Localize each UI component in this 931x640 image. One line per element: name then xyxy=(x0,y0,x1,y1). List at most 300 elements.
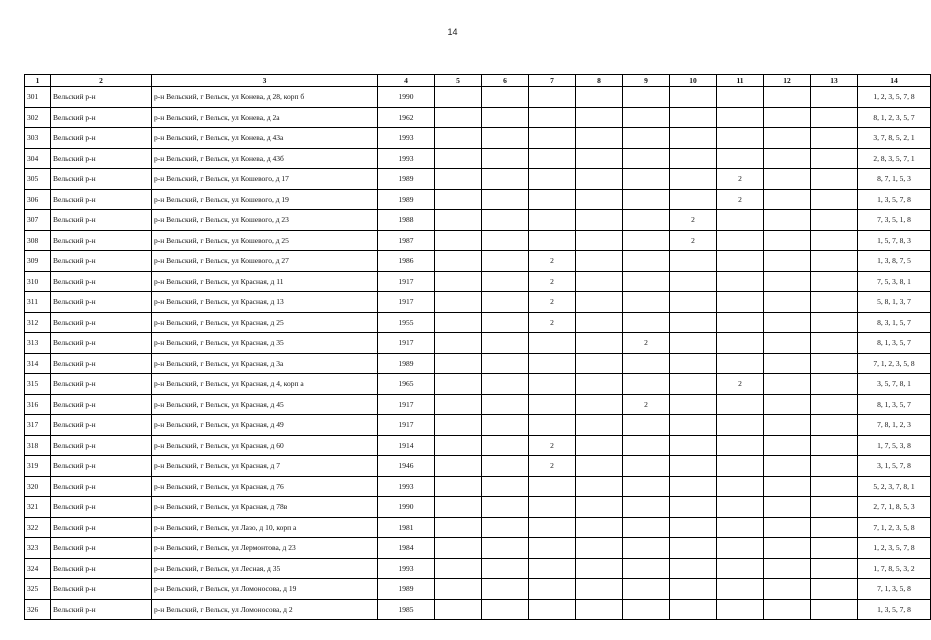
sequence-cell: 7, 5, 3, 8, 1 xyxy=(858,271,931,292)
column-5-cell xyxy=(435,333,482,354)
column-12-cell xyxy=(764,579,811,600)
column-header-4: 4 xyxy=(378,75,435,87)
address-cell: р-н Вельский, г Вельск, ул Конева, д 28, корп б xyxy=(152,87,378,108)
column-8-cell xyxy=(576,497,623,518)
column-9-cell xyxy=(623,271,670,292)
sequence-cell: 1, 3, 5, 7, 8 xyxy=(858,599,931,620)
column-13-cell xyxy=(811,374,858,395)
column-12-cell xyxy=(764,312,811,333)
sequence-cell: 1, 2, 3, 5, 7, 8 xyxy=(858,538,931,559)
row-number-cell: 309 xyxy=(25,251,51,272)
sequence-cell: 3, 7, 8, 5, 2, 1 xyxy=(858,128,931,149)
column-10-cell xyxy=(670,292,717,313)
address-cell: р-н Вельский, г Вельск, ул Лермонтова, д 23 xyxy=(152,538,378,559)
year-cell: 1993 xyxy=(378,128,435,149)
column-11-cell xyxy=(717,415,764,436)
table-row xyxy=(25,107,931,128)
row-number-cell: 308 xyxy=(25,230,51,251)
column-10-cell: 2 xyxy=(670,230,717,251)
column-5-cell xyxy=(435,415,482,436)
table-row xyxy=(25,538,931,559)
column-11-cell: 2 xyxy=(717,189,764,210)
table-row xyxy=(25,312,931,333)
column-9-cell xyxy=(623,230,670,251)
year-cell: 1988 xyxy=(378,210,435,231)
column-8-cell xyxy=(576,189,623,210)
column-11-cell xyxy=(717,599,764,620)
sequence-cell: 5, 8, 1, 3, 7 xyxy=(858,292,931,313)
year-cell: 1965 xyxy=(378,374,435,395)
row-number-cell: 311 xyxy=(25,292,51,313)
column-10-cell xyxy=(670,394,717,415)
column-8-cell xyxy=(576,292,623,313)
sequence-cell: 7, 1, 3, 5, 8 xyxy=(858,579,931,600)
column-11-cell xyxy=(717,312,764,333)
table-row xyxy=(25,456,931,477)
column-8-cell xyxy=(576,394,623,415)
column-13-cell xyxy=(811,415,858,436)
column-6-cell xyxy=(482,415,529,436)
column-5-cell xyxy=(435,599,482,620)
column-11-cell xyxy=(717,394,764,415)
page-number: 14 xyxy=(447,27,458,37)
column-10-cell xyxy=(670,312,717,333)
column-8-cell xyxy=(576,374,623,395)
column-5-cell xyxy=(435,456,482,477)
column-5-cell xyxy=(435,169,482,190)
table-row xyxy=(25,394,931,415)
column-13-cell xyxy=(811,230,858,251)
column-8-cell xyxy=(576,353,623,374)
column-9-cell xyxy=(623,415,670,436)
table-row xyxy=(25,517,931,538)
column-8-cell xyxy=(576,579,623,600)
district-cell: Вельский р-н xyxy=(51,292,152,313)
column-header-2: 2 xyxy=(51,75,152,87)
table-row xyxy=(25,292,931,313)
column-5-cell xyxy=(435,353,482,374)
district-cell: Вельский р-н xyxy=(51,599,152,620)
column-6-cell xyxy=(482,189,529,210)
column-5-cell xyxy=(435,128,482,149)
column-13-cell xyxy=(811,189,858,210)
column-7-cell xyxy=(529,169,576,190)
sequence-cell: 7, 8, 1, 2, 3 xyxy=(858,415,931,436)
column-12-cell xyxy=(764,251,811,272)
sequence-cell: 1, 7, 8, 5, 3, 2 xyxy=(858,558,931,579)
address-cell: р-н Вельский, г Вельск, ул Ломоносова, д 2 xyxy=(152,599,378,620)
column-12-cell xyxy=(764,599,811,620)
column-8-cell xyxy=(576,456,623,477)
column-11-cell xyxy=(717,292,764,313)
address-cell: р-н Вельский, г Вельск, ул Красная, д 49 xyxy=(152,415,378,436)
row-number-cell: 306 xyxy=(25,189,51,210)
column-7-cell xyxy=(529,148,576,169)
column-6-cell xyxy=(482,456,529,477)
column-9-cell xyxy=(623,517,670,538)
column-11-cell xyxy=(717,87,764,108)
district-cell: Вельский р-н xyxy=(51,148,152,169)
year-cell: 1985 xyxy=(378,599,435,620)
district-cell: Вельский р-н xyxy=(51,456,152,477)
column-8-cell xyxy=(576,271,623,292)
column-10-cell xyxy=(670,476,717,497)
district-cell: Вельский р-н xyxy=(51,87,152,108)
sequence-cell: 1, 5, 7, 8, 3 xyxy=(858,230,931,251)
column-7-cell xyxy=(529,87,576,108)
column-13-cell xyxy=(811,128,858,149)
table-row xyxy=(25,333,931,354)
column-7-cell xyxy=(529,497,576,518)
address-cell: р-н Вельский, г Вельск, ул Красная, д 35 xyxy=(152,333,378,354)
district-cell: Вельский р-н xyxy=(51,558,152,579)
year-cell: 1981 xyxy=(378,517,435,538)
column-5-cell xyxy=(435,230,482,251)
column-8-cell xyxy=(576,230,623,251)
column-9-cell xyxy=(623,558,670,579)
column-5-cell xyxy=(435,538,482,559)
column-7-cell: 2 xyxy=(529,271,576,292)
column-6-cell xyxy=(482,353,529,374)
column-9-cell: 2 xyxy=(623,333,670,354)
column-11-cell xyxy=(717,251,764,272)
column-5-cell xyxy=(435,558,482,579)
column-6-cell xyxy=(482,210,529,231)
column-11-cell xyxy=(717,538,764,559)
table-row xyxy=(25,558,931,579)
column-9-cell xyxy=(623,107,670,128)
column-6-cell xyxy=(482,476,529,497)
column-5-cell xyxy=(435,189,482,210)
column-6-cell xyxy=(482,599,529,620)
address-cell: р-н Вельский, г Вельск, ул Красная, д 25 xyxy=(152,312,378,333)
column-9-cell xyxy=(623,456,670,477)
column-8-cell xyxy=(576,333,623,354)
column-13-cell xyxy=(811,169,858,190)
column-9-cell xyxy=(623,599,670,620)
column-10-cell xyxy=(670,128,717,149)
year-cell: 1946 xyxy=(378,456,435,477)
sequence-cell: 7, 1, 2, 3, 5, 8 xyxy=(858,517,931,538)
year-cell: 1989 xyxy=(378,169,435,190)
column-10-cell xyxy=(670,415,717,436)
address-cell: р-н Вельский, г Вельск, ул Красная, д 3а xyxy=(152,353,378,374)
column-8-cell xyxy=(576,476,623,497)
column-7-cell xyxy=(529,107,576,128)
address-cell: р-н Вельский, г Вельск, ул Красная, д 7 xyxy=(152,456,378,477)
column-6-cell xyxy=(482,292,529,313)
column-13-cell xyxy=(811,599,858,620)
district-cell: Вельский р-н xyxy=(51,333,152,354)
column-10-cell xyxy=(670,579,717,600)
address-cell: р-н Вельский, г Вельск, ул Лазо, д 10, корп а xyxy=(152,517,378,538)
column-header-12: 12 xyxy=(764,75,811,87)
column-5-cell xyxy=(435,435,482,456)
column-9-cell xyxy=(623,128,670,149)
district-cell: Вельский р-н xyxy=(51,415,152,436)
sequence-cell: 2, 8, 3, 5, 7, 1 xyxy=(858,148,931,169)
column-10-cell xyxy=(670,374,717,395)
column-12-cell xyxy=(764,230,811,251)
row-number-cell: 317 xyxy=(25,415,51,436)
column-9-cell xyxy=(623,148,670,169)
column-5-cell xyxy=(435,210,482,231)
table-row xyxy=(25,210,931,231)
column-12-cell xyxy=(764,333,811,354)
row-number-cell: 304 xyxy=(25,148,51,169)
district-cell: Вельский р-н xyxy=(51,353,152,374)
column-header-6: 6 xyxy=(482,75,529,87)
sequence-cell: 8, 1, 3, 5, 7 xyxy=(858,333,931,354)
year-cell: 1917 xyxy=(378,292,435,313)
address-cell: р-н Вельский, г Вельск, ул Красная, д 4, корп а xyxy=(152,374,378,395)
column-header-9: 9 xyxy=(623,75,670,87)
column-9-cell xyxy=(623,538,670,559)
year-cell: 1993 xyxy=(378,558,435,579)
column-7-cell xyxy=(529,415,576,436)
column-11-cell xyxy=(717,107,764,128)
column-6-cell xyxy=(482,128,529,149)
row-number-cell: 322 xyxy=(25,517,51,538)
column-6-cell xyxy=(482,579,529,600)
row-number-cell: 303 xyxy=(25,128,51,149)
address-cell: р-н Вельский, г Вельск, ул Конева, д 43а xyxy=(152,128,378,149)
row-number-cell: 310 xyxy=(25,271,51,292)
column-10-cell xyxy=(670,456,717,477)
column-7-cell xyxy=(529,230,576,251)
table-row xyxy=(25,497,931,518)
column-13-cell xyxy=(811,312,858,333)
column-13-cell xyxy=(811,107,858,128)
column-7-cell xyxy=(529,579,576,600)
column-13-cell xyxy=(811,538,858,559)
row-number-cell: 320 xyxy=(25,476,51,497)
table-row xyxy=(25,148,931,169)
column-header-13: 13 xyxy=(811,75,858,87)
column-11-cell xyxy=(717,476,764,497)
year-cell: 1984 xyxy=(378,538,435,559)
year-cell: 1989 xyxy=(378,189,435,210)
column-7-cell xyxy=(529,333,576,354)
sequence-cell: 5, 2, 3, 7, 8, 1 xyxy=(858,476,931,497)
row-number-cell: 302 xyxy=(25,107,51,128)
row-number-cell: 314 xyxy=(25,353,51,374)
column-9-cell xyxy=(623,374,670,395)
table-row xyxy=(25,189,931,210)
column-5-cell xyxy=(435,497,482,518)
table-row xyxy=(25,230,931,251)
column-6-cell xyxy=(482,169,529,190)
column-12-cell xyxy=(764,189,811,210)
column-7-cell xyxy=(529,374,576,395)
column-header-8: 8 xyxy=(576,75,623,87)
column-8-cell xyxy=(576,599,623,620)
row-number-cell: 326 xyxy=(25,599,51,620)
table-row xyxy=(25,374,931,395)
column-10-cell xyxy=(670,107,717,128)
column-7-cell xyxy=(529,128,576,149)
sequence-cell: 8, 1, 2, 3, 5, 7 xyxy=(858,107,931,128)
column-8-cell xyxy=(576,538,623,559)
column-11-cell xyxy=(717,210,764,231)
address-cell: р-н Вельский, г Вельск, ул Лесная, д 35 xyxy=(152,558,378,579)
table-header xyxy=(25,75,931,87)
column-12-cell xyxy=(764,394,811,415)
table-row xyxy=(25,87,931,108)
column-13-cell xyxy=(811,476,858,497)
column-9-cell: 2 xyxy=(623,394,670,415)
year-cell: 1917 xyxy=(378,394,435,415)
year-cell: 1993 xyxy=(378,476,435,497)
sequence-cell: 3, 5, 7, 8, 1 xyxy=(858,374,931,395)
column-6-cell xyxy=(482,394,529,415)
column-11-cell: 2 xyxy=(717,169,764,190)
address-cell: р-н Вельский, г Вельск, ул Конева, д 2а xyxy=(152,107,378,128)
year-cell: 1962 xyxy=(378,107,435,128)
column-header-11: 11 xyxy=(717,75,764,87)
column-7-cell xyxy=(529,476,576,497)
column-12-cell xyxy=(764,558,811,579)
column-9-cell xyxy=(623,353,670,374)
column-5-cell xyxy=(435,374,482,395)
table-row xyxy=(25,435,931,456)
column-5-cell xyxy=(435,476,482,497)
column-10-cell xyxy=(670,435,717,456)
column-header-5: 5 xyxy=(435,75,482,87)
column-8-cell xyxy=(576,517,623,538)
column-7-cell xyxy=(529,353,576,374)
column-12-cell xyxy=(764,517,811,538)
district-cell: Вельский р-н xyxy=(51,169,152,190)
district-cell: Вельский р-н xyxy=(51,210,152,231)
district-cell: Вельский р-н xyxy=(51,538,152,559)
sequence-cell: 1, 3, 5, 7, 8 xyxy=(858,189,931,210)
column-8-cell xyxy=(576,87,623,108)
column-10-cell xyxy=(670,599,717,620)
column-6-cell xyxy=(482,435,529,456)
column-8-cell xyxy=(576,251,623,272)
column-7-cell: 2 xyxy=(529,312,576,333)
column-8-cell xyxy=(576,312,623,333)
column-7-cell: 2 xyxy=(529,251,576,272)
column-9-cell xyxy=(623,210,670,231)
column-11-cell xyxy=(717,230,764,251)
district-cell: Вельский р-н xyxy=(51,312,152,333)
column-13-cell xyxy=(811,87,858,108)
year-cell: 1993 xyxy=(378,148,435,169)
table-row xyxy=(25,579,931,600)
column-13-cell xyxy=(811,456,858,477)
column-10-cell xyxy=(670,87,717,108)
table-row xyxy=(25,169,931,190)
column-7-cell: 2 xyxy=(529,456,576,477)
column-11-cell xyxy=(717,456,764,477)
column-5-cell xyxy=(435,251,482,272)
row-number-cell: 316 xyxy=(25,394,51,415)
column-6-cell xyxy=(482,312,529,333)
column-12-cell xyxy=(764,107,811,128)
column-11-cell xyxy=(717,148,764,169)
row-number-cell: 318 xyxy=(25,435,51,456)
column-11-cell xyxy=(717,128,764,149)
column-11-cell xyxy=(717,271,764,292)
district-cell: Вельский р-н xyxy=(51,497,152,518)
column-10-cell: 2 xyxy=(670,210,717,231)
column-10-cell xyxy=(670,271,717,292)
column-11-cell xyxy=(717,558,764,579)
column-12-cell xyxy=(764,538,811,559)
district-cell: Вельский р-н xyxy=(51,374,152,395)
address-cell: р-н Вельский, г Вельск, ул Красная, д 60 xyxy=(152,435,378,456)
address-cell: р-н Вельский, г Вельск, ул Кошевого, д 23 xyxy=(152,210,378,231)
column-13-cell xyxy=(811,394,858,415)
column-12-cell xyxy=(764,476,811,497)
column-10-cell xyxy=(670,497,717,518)
column-5-cell xyxy=(435,579,482,600)
year-cell: 1990 xyxy=(378,497,435,518)
column-9-cell xyxy=(623,292,670,313)
column-7-cell xyxy=(529,394,576,415)
column-12-cell xyxy=(764,353,811,374)
column-11-cell: 2 xyxy=(717,374,764,395)
column-6-cell xyxy=(482,107,529,128)
column-12-cell xyxy=(764,292,811,313)
column-9-cell xyxy=(623,435,670,456)
year-cell: 1914 xyxy=(378,435,435,456)
sequence-cell: 7, 1, 2, 3, 5, 8 xyxy=(858,353,931,374)
column-13-cell xyxy=(811,517,858,538)
column-10-cell xyxy=(670,558,717,579)
column-9-cell xyxy=(623,497,670,518)
column-12-cell xyxy=(764,169,811,190)
column-12-cell xyxy=(764,210,811,231)
column-9-cell xyxy=(623,251,670,272)
row-number-cell: 323 xyxy=(25,538,51,559)
column-8-cell xyxy=(576,169,623,190)
sequence-cell: 2, 7, 1, 8, 5, 3 xyxy=(858,497,931,518)
column-12-cell xyxy=(764,87,811,108)
column-10-cell xyxy=(670,148,717,169)
column-5-cell xyxy=(435,148,482,169)
year-cell: 1917 xyxy=(378,415,435,436)
district-cell: Вельский р-н xyxy=(51,394,152,415)
column-5-cell xyxy=(435,107,482,128)
column-8-cell xyxy=(576,148,623,169)
address-cell: р-н Вельский, г Вельск, ул Кошевого, д 25 xyxy=(152,230,378,251)
year-cell: 1989 xyxy=(378,353,435,374)
column-8-cell xyxy=(576,415,623,436)
sequence-cell: 8, 7, 1, 5, 3 xyxy=(858,169,931,190)
column-13-cell xyxy=(811,292,858,313)
column-7-cell: 2 xyxy=(529,292,576,313)
column-13-cell xyxy=(811,210,858,231)
row-number-cell: 324 xyxy=(25,558,51,579)
address-cell: р-н Вельский, г Вельск, ул Кошевого, д 27 xyxy=(152,251,378,272)
column-8-cell xyxy=(576,558,623,579)
column-10-cell xyxy=(670,517,717,538)
column-header-1: 1 xyxy=(25,75,51,87)
year-cell: 1955 xyxy=(378,312,435,333)
table-row xyxy=(25,415,931,436)
district-cell: Вельский р-н xyxy=(51,476,152,497)
header-row xyxy=(25,75,931,87)
column-10-cell xyxy=(670,333,717,354)
table-row xyxy=(25,599,931,620)
address-cell: р-н Вельский, г Вельск, ул Красная, д 78в xyxy=(152,497,378,518)
column-11-cell xyxy=(717,435,764,456)
column-7-cell xyxy=(529,189,576,210)
column-8-cell xyxy=(576,128,623,149)
